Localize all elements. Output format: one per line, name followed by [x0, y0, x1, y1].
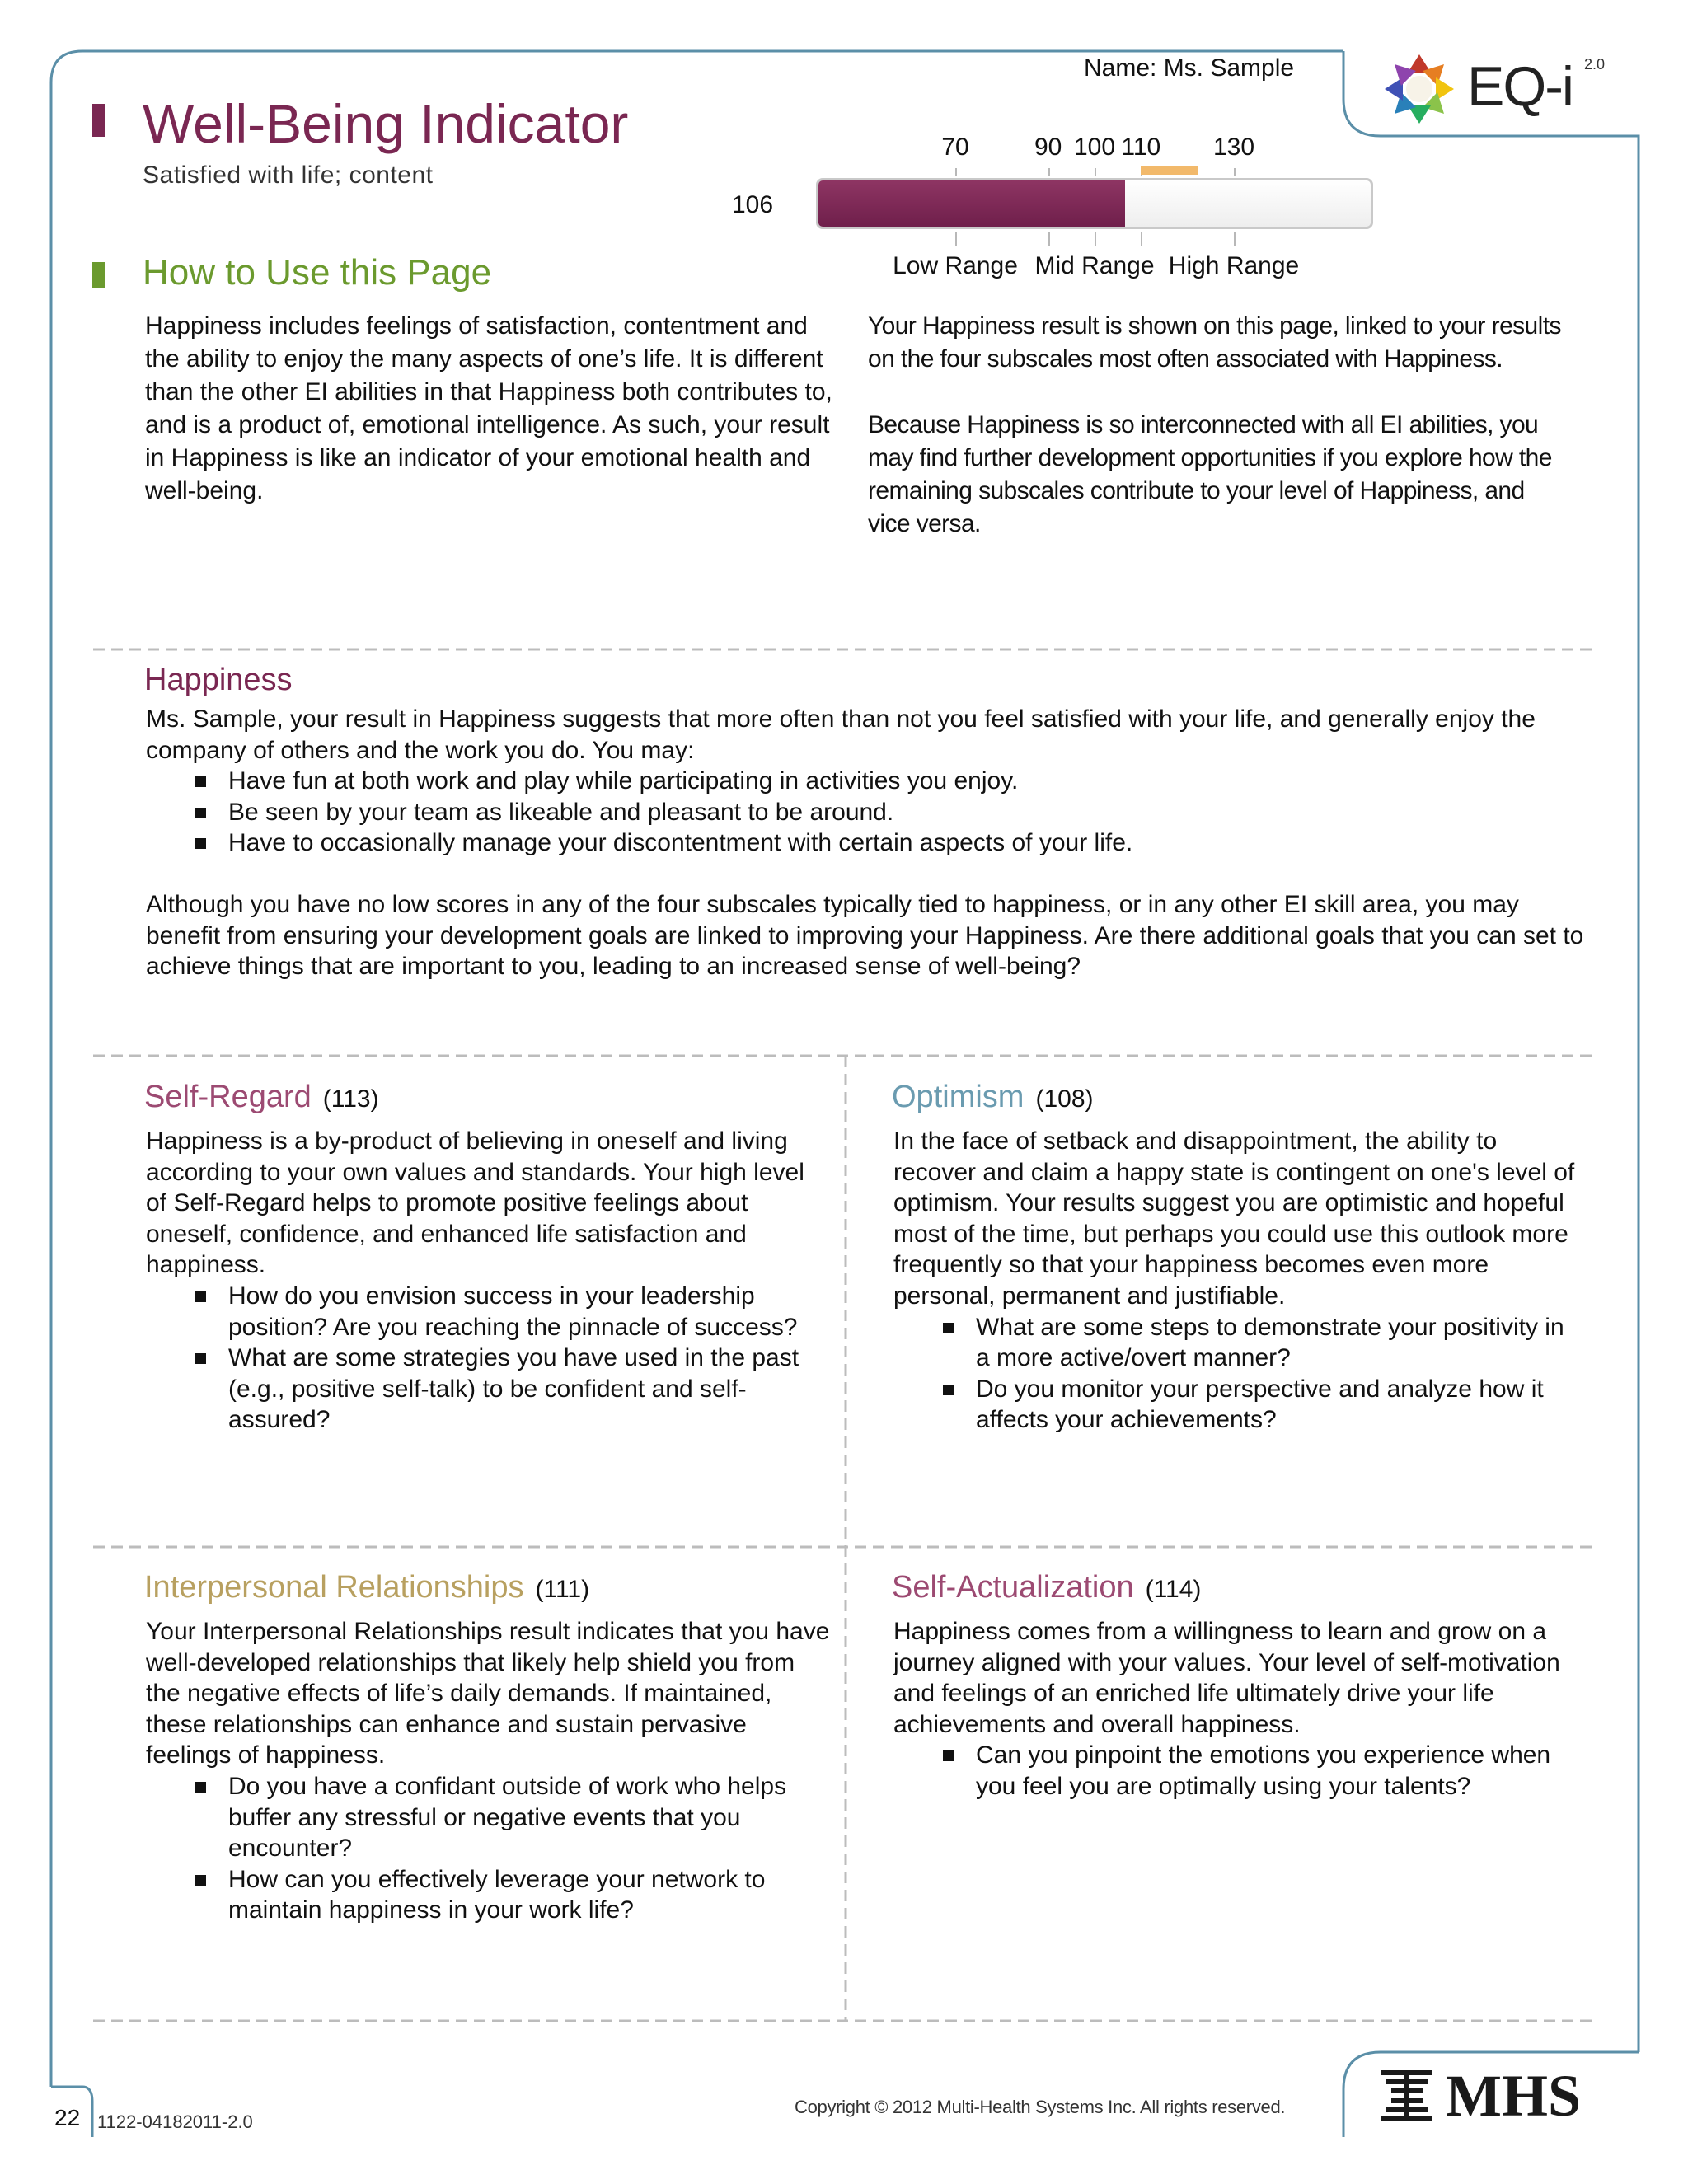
gauge-fill — [818, 180, 1125, 227]
optimism-bullet-list — [893, 1312, 1578, 1436]
list-item: Do you monitor your perspective and analyze how it affects your achievements? — [976, 1374, 1578, 1436]
page-subtitle: Satisfied with life; content — [143, 162, 434, 189]
gauge-tick-label: 100 — [1073, 134, 1116, 161]
happiness-bullet-list — [146, 766, 1597, 859]
interpersonal-text: Your Interpersonal Relationships result indicates that you have well-developed relationships that likely help shield you from the negative effects of life’s daily demands. If maintained, these relationships can enhance and sustain pervasive feelings of happiness. — [146, 1618, 830, 1769]
gauge-average-band — [1141, 166, 1198, 175]
self-actualization-bullet-list — [893, 1740, 1578, 1802]
happiness-body — [146, 704, 1597, 982]
gauge-range-label: Low Range — [893, 252, 1018, 279]
happiness-closing: Although you have no low scores in any of the four subscales typically tied to happiness, or in any other EI skill area, you may benefit from ensuring your development goals are linked to improving your Happiness. Are there additional goals that you can set to achieve things that are important to you, leading to an increased sense of well-being? — [146, 890, 1584, 981]
interpersonal-title — [144, 1570, 589, 1605]
interpersonal-label: Interpersonal Relationships — [144, 1570, 524, 1605]
howto-title: How to Use this Page — [143, 252, 492, 293]
list-item: Have to occasionally manage your discontentment with certain aspects of your life. — [228, 827, 1597, 859]
optimism-score: (108) — [1035, 1085, 1094, 1113]
self-actualization-label: Self-Actualization — [892, 1570, 1134, 1605]
howto-right-paragraph-1: Your Happiness result is shown on this page, linked to your results on the four subscales most often associated with Happiness. — [868, 312, 1561, 373]
self-regard-score: (113) — [322, 1085, 379, 1113]
logo-text: EQ-i — [1467, 55, 1573, 118]
list-item: How can you effectively leverage your network to maintain happiness in your work life? — [228, 1864, 830, 1926]
happiness-title: Happiness — [144, 663, 293, 697]
mhs-mark-icon — [1381, 2070, 1439, 2121]
self-regard-body — [146, 1126, 830, 1436]
gauge-tick-mark — [1095, 168, 1096, 176]
self-regard-title — [144, 1080, 379, 1115]
list-item: Do you have a confidant outside of work who helps buffer any stressful or negative events that you encounter? — [228, 1771, 830, 1864]
gauge-tick-label: 70 — [941, 134, 969, 161]
howto-right-paragraph-2: Because Happiness is so interconnected with all EI abilities, you may find further development opportunities if you explore how the remaining subscales contribute to your level of Happiness, and vice versa. — [868, 411, 1552, 537]
gauge-tick-label: 110 — [1121, 134, 1161, 161]
copyright-notice: Copyright © 2012 Multi-Health Systems Inc. All rights reserved. — [795, 2097, 1286, 2117]
optimism-text: In the face of setback and disappointment, the ability to recover and claim a happy state is contingent on one's level of optimism. Your results suggest you are optimistic and hopeful most of the time, but perhaps you could use this outlook more frequently so that your happiness becomes even more personal, permanent and justifiable. — [893, 1127, 1575, 1310]
howto-right-text — [868, 310, 1568, 574]
interpersonal-score: (111) — [535, 1576, 590, 1603]
self-regard-bullet-list — [146, 1281, 830, 1436]
mhs-logo — [1381, 2063, 1612, 2129]
happiness-score-gauge — [725, 124, 1401, 297]
gauge-tick-mark — [1095, 232, 1096, 246]
respondent-name: Name: Ms. Sample — [1084, 54, 1295, 82]
happiness-intro: Ms. Sample, your result in Happiness suggests that more often than not you feel satisfied with your life, and generally enjoy the company of others and the work you do. You may: — [146, 705, 1536, 764]
self-regard-text: Happiness is a by-product of believing in oneself and living according to your own values and standards. Your high level of Self-Regard helps to promote positive feelings about oneself, confidence, and enhanced life satisfaction and happiness. — [146, 1127, 804, 1279]
gauge-tick-mark — [1141, 232, 1142, 246]
gauge-tick-label: 90 — [1034, 134, 1062, 161]
self-actualization-score: (114) — [1145, 1576, 1202, 1603]
gauge-tick-mark — [1234, 168, 1236, 176]
gauge-track — [816, 178, 1373, 229]
gauge-tick-mark — [955, 168, 957, 176]
self-actualization-body — [893, 1616, 1578, 1802]
document-code: 1122-04182011-2.0 — [97, 2111, 253, 2132]
interpersonal-body — [146, 1616, 830, 1926]
list-item: What are some steps to demonstrate your positivity in a more active/overt manner? — [976, 1312, 1578, 1374]
self-actualization-text: Happiness comes from a willingness to learn and grow on a journey aligned with your values. Your level of self-motivation and feelings of an enriched life ultimately drive your life achievements and overall happiness. — [893, 1618, 1560, 1738]
list-item: Be seen by your team as likeable and pleasant to be around. — [228, 797, 1597, 828]
eqi-flower-icon — [1378, 48, 1461, 130]
page-number: 22 — [54, 2105, 81, 2130]
title-accent-bar — [92, 104, 106, 137]
optimism-body — [893, 1126, 1578, 1436]
list-item: How do you envision success in your leadership position? Are you reaching the pinnacle of success? — [228, 1281, 830, 1343]
optimism-title — [892, 1080, 1094, 1115]
howto-left-text: Happiness includes feelings of satisfaction, contentment and the ability to enjoy the many aspects of one’s life. It is different than the other EI abilities in that Happiness both contributes to, and is a product of, emotional intelligence. As such, your result in Happiness is like an indicator of your emotional health and well-being. — [145, 312, 832, 504]
gauge-range-label: Mid Range — [1034, 252, 1155, 279]
gauge-tick-mark — [1048, 232, 1050, 246]
gauge-tick-mark — [955, 232, 957, 246]
gauge-range-label: High Range — [1168, 252, 1300, 279]
eqi-logo — [1378, 48, 1625, 130]
logo-version: 2.0 — [1584, 56, 1606, 73]
mhs-logo-text: MHS — [1446, 2063, 1582, 2129]
list-item: Have fun at both work and play while participating in activities you enjoy. — [228, 766, 1597, 797]
gauge-tick-label: 130 — [1212, 134, 1255, 161]
gauge-tick-mark — [1048, 168, 1050, 176]
howto-accent-bar — [92, 262, 106, 288]
list-item: What are some strategies you have used in the past (e.g., positive self-talk) to be confident and self-assured? — [228, 1343, 830, 1436]
page-title: Well-Being Indicator — [143, 93, 629, 154]
self-regard-label: Self-Regard — [144, 1080, 312, 1114]
interpersonal-bullet-list — [146, 1771, 830, 1926]
optimism-label: Optimism — [892, 1080, 1025, 1114]
gauge-tick-mark — [1234, 232, 1236, 246]
self-actualization-title — [892, 1570, 1201, 1605]
gauge-score-label: 106 — [732, 191, 774, 218]
list-item: Can you pinpoint the emotions you experience when you feel you are optimally using your talents? — [976, 1740, 1578, 1802]
